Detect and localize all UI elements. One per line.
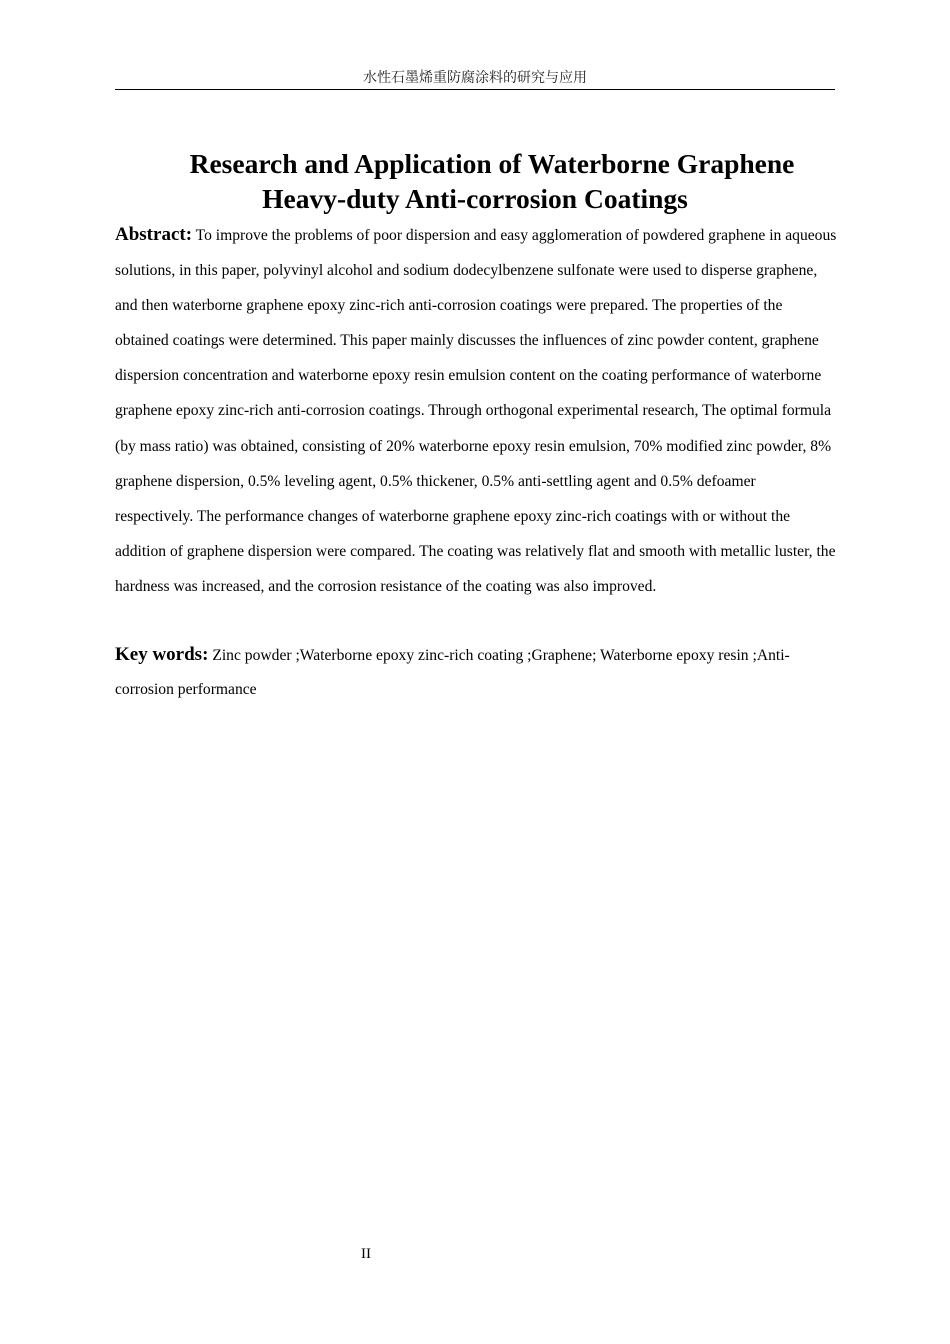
paper-title (115, 146, 835, 216)
paper-title-line-2: Heavy-duty Anti-corrosion Coatings (262, 183, 688, 214)
paper-title-line-1: Research and Application of Waterborne Graphene (189, 148, 795, 179)
page-number: II (361, 1246, 371, 1262)
keywords-paragraph (115, 638, 837, 707)
abstract-paragraph (115, 217, 837, 604)
keywords-label: Key words: (115, 644, 209, 665)
running-header: 水性石墨烯重防腐涂料的研究与应用 (115, 68, 835, 90)
keywords-text: Zinc powder ;Waterborne epoxy zinc-rich coating ;Graphene; Waterborne epoxy resin ;Anti-corrosion performance (115, 647, 790, 698)
abstract-label: Abstract: (115, 224, 193, 245)
abstract-text: To improve the problems of poor dispersion and easy agglomeration of powdered graphene in aqueous solutions, in this paper, polyvinyl alcohol and sodium dodecylbenzene sulfonate were used to disperse graphene, and then waterborne graphene epoxy zinc-rich anti-corrosion coatings were prepared. The properties of the obtained coatings were determined. This paper mainly discusses the influences of zinc powder content, graphene dispersion concentration and waterborne epoxy resin emulsion content on the coating performance of waterborne graphene epoxy zinc-rich anti-corrosion coatings. Through orthogonal experimental research, The optimal formula (by mass ratio) was obtained, consisting of 20% waterborne epoxy resin emulsion, 70% modified zinc powder, 8% graphene dispersion, 0.5% leveling agent, 0.5% thickener, 0.5% anti-settling agent and 0.5% defoamer respectively. The performance changes of waterborne graphene epoxy zinc-rich coatings with or without the addition of graphene dispersion were compared. The coating was relatively flat and smooth with metallic luster, the hardness was increased, and the corrosion resistance of the coating was also improved. (115, 227, 837, 595)
